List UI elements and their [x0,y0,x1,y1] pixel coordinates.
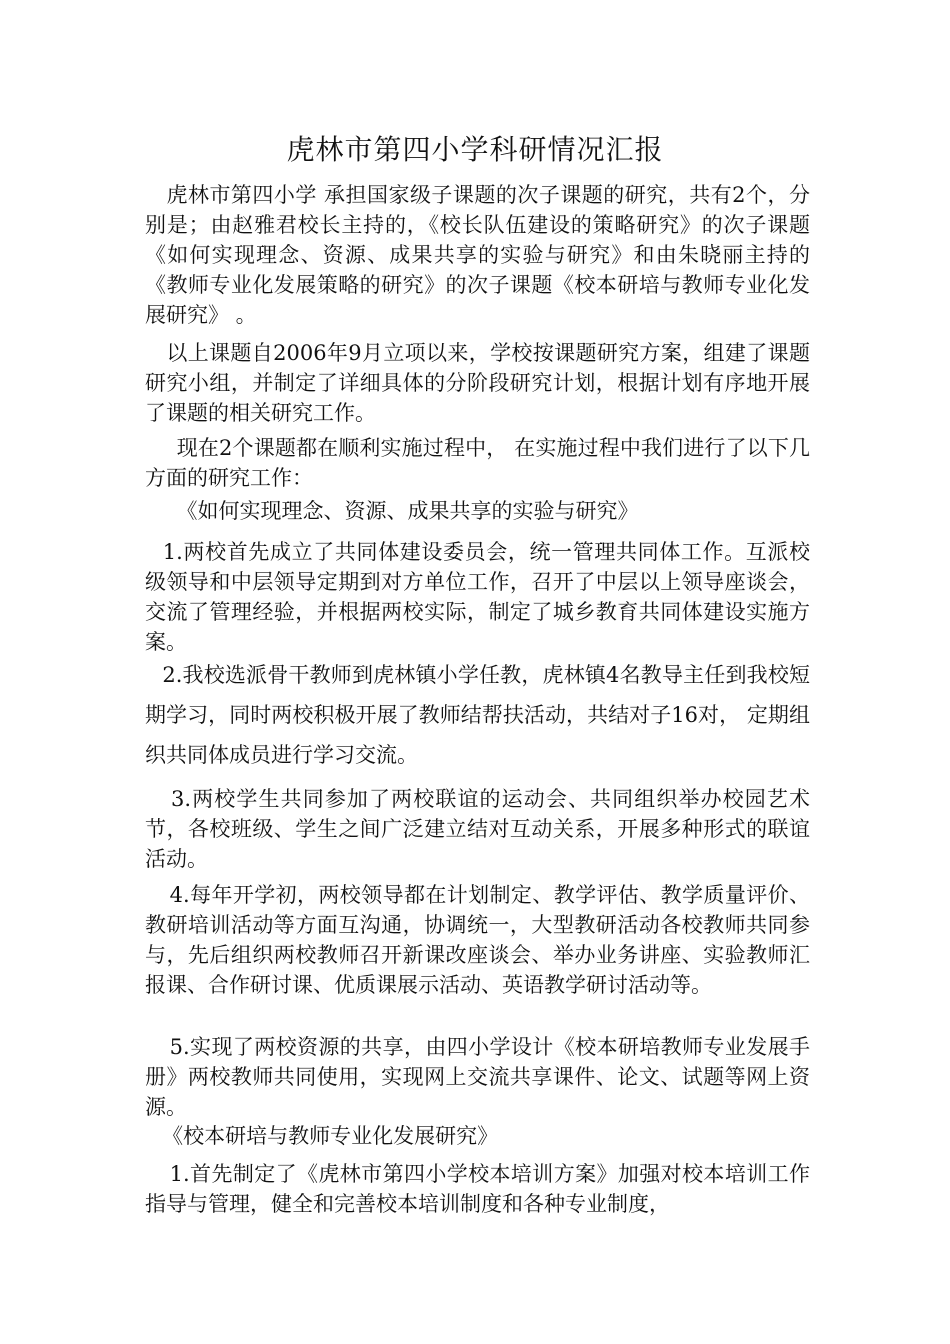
section2-heading: 《校本研培与教师专业化发展研究》 [145,1124,499,1148]
section1-item-5: 5.实现了两校资源的共享，由四小学设计《校本研培教师专业发展手册》两校教师共同使用，实现网上交流共享课件、论文、试题等网上资源。 [145,1035,810,1119]
section1-item-2: 2.我校选派骨干教师到虎林镇小学任教，虎林镇4名教导主任到我校短期学习，同时两校积极开展了教师结帮扶活动，共结对子16对， 定期组织共同体成员进行学习交流。 [145,663,810,767]
section2-item-1: 1.首先制定了《虎林市第四小学校本培训方案》加强对校本培训工作指导与管理，健全和完善校本培训制度和各种专业制度， [145,1162,810,1216]
section1-item-3: 3.两校学生共同参加了两校联谊的运动会、共同组织举办校园艺术节，各校班级、学生之间广泛建立结对互动关系，开展多种形式的联谊活动。 [145,787,810,871]
intro-paragraph-2: 以上课题自2006年9月立项以来，学校按课题研究方案，组建了课题研究小组，并制定了详细具体的分阶段研究计划，根据计划有序地开展了课题的相关研究工作。 [145,341,810,425]
section1-item-4: 4.每年开学初，两校领导都在计划制定、教学评估、教学质量评价、教研培训活动等方面互沟通，协调统一，大型教研活动各校教师共同参与，先后组织两校教师召开新课改座谈会、举办业务讲座、实验教师汇报课、合作研讨课、优质课展示活动、英语教学研讨活动等。 [145,883,810,997]
intro-paragraph-3: 现在2个课题都在顺利实施过程中， 在实施过程中我们进行了以下几方面的研究工作： [145,436,810,490]
document-title: 虎林市第四小学科研情况汇报 [286,133,664,166]
section1-item-1: 1.两校首先成立了共同体建设委员会，统一管理共同体工作。互派校级领导和中层领导定期到对方单位工作，召开了中层以上领导座谈会，交流了管理经验，并根据两校实际，制定了城乡教育共同体建设实施方案。 [145,540,810,654]
section1-heading: 《如何实现理念、资源、成果共享的实验与研究》 [145,499,639,523]
intro-paragraph-1: 虎林市第四小学 承担国家级子课题的次子课题的研究，共有2个，分别是；由赵雅君校长主持的，《校长队伍建设的策略研究》的次子课题《如何实现理念、资源、成果共享的实验与研究》和由朱晓丽主持的《教师专业化发展策略的研究》的次子课题《校本研培与教师专业化发展研究》 。 [145,183,810,327]
